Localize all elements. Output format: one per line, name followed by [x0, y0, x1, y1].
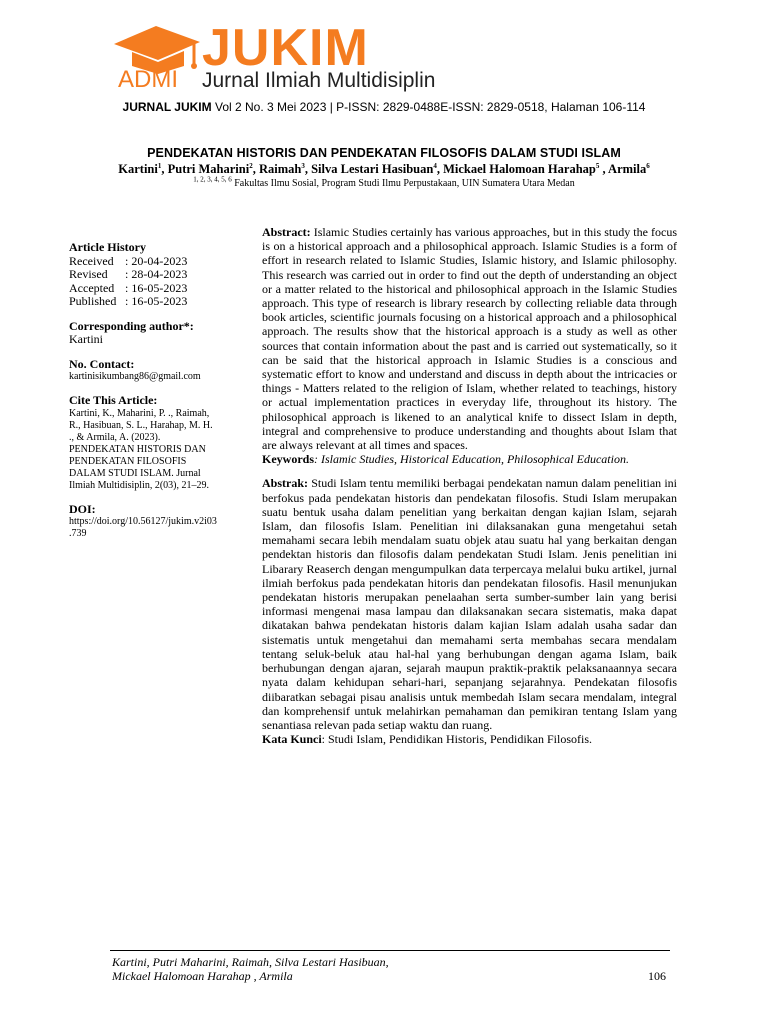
footer-authors — [112, 955, 389, 983]
history-row — [69, 268, 251, 282]
affiliation-sup: 1, 2, 3, 4, 5, 6 — [193, 175, 232, 184]
author-name: Armila — [608, 162, 647, 176]
author-list: Kartini$^1$, Putri Maharini$^2$, Raimah$^3$, Silva Lestari Hasibuan$^4$, Mickael Halomoan Harahap$^5$ , Armila$^6$ — [118, 161, 650, 176]
logo-admi-text: ADMI — [118, 66, 178, 93]
doi-link[interactable] — [69, 516, 251, 540]
abstract-en-label: Abstract: — [262, 225, 311, 239]
keywords-id-label: Kata Kunci — [262, 732, 322, 747]
citation-line: DALAM STUDI ISLAM. Jurnal — [69, 467, 201, 479]
keywords-id-values: : Studi Islam, Pendidikan Historis, Pendidikan Filosofis. — [321, 732, 593, 747]
keywords-english — [262, 452, 677, 466]
author-affil-sup: 4 — [433, 161, 437, 170]
issn-details: Vol 2 No. 3 Mei 2023 | P-ISSN: 2829-0488E-ISSN: 2829-0518, Halaman 106-114 — [211, 100, 646, 114]
journal-abbrev: JURNAL JUKIM — [122, 100, 212, 114]
corresponding-author: Kartini — [69, 332, 103, 346]
author-name: Putri Maharini — [167, 162, 250, 176]
citation-line: Kartini, K., Maharini, P. ., Raimah, — [69, 407, 210, 419]
cite-heading: Cite This Article: — [69, 393, 158, 407]
footer-authors-line1: Kartini, Putri Maharini, Raimah, Silva Lestari Hasibuan, — [112, 955, 389, 969]
author-affil-sup: 2 — [249, 161, 253, 170]
history-key: Accepted — [69, 280, 115, 295]
issn-line — [0, 100, 768, 114]
logo-jukim-text: JUKIM — [202, 19, 369, 77]
page-number: 106 — [648, 969, 666, 983]
keywords-indonesian — [262, 732, 677, 746]
corresponding-heading: Corresponding author*: — [69, 318, 194, 333]
author-affil-sup: 3 — [301, 161, 305, 170]
keywords-en-label: Keywords — [262, 452, 314, 467]
history-row — [69, 295, 251, 309]
article-info-sidebar — [69, 241, 251, 540]
abstract-column — [262, 225, 677, 746]
abstract-indonesian — [262, 476, 677, 732]
history-value: : 20-04-2023 — [125, 253, 188, 268]
author-name: Kartini — [118, 162, 158, 176]
author-affil-sup: 6 — [646, 161, 650, 170]
author-name: Silva Lestari Hasibuan — [311, 162, 434, 176]
affiliation — [0, 175, 768, 189]
citation-line: R., Hasibuan, S. L., Harahap, M. H. — [69, 419, 213, 431]
history-value: : 16-05-2023 — [125, 280, 188, 295]
keywords-en-values: : Islamic Studies, Historical Education, Philosophical Education. — [314, 452, 629, 467]
affiliation-text: Fakultas Ilmu Sosial, Program Studi Ilmu Perpustakaan, UIN Sumatera Utara Medan — [234, 178, 575, 189]
journal-logo — [110, 19, 530, 93]
history-row — [69, 282, 251, 296]
author-name: Raimah — [258, 162, 302, 176]
history-key: Received — [69, 253, 114, 268]
abstract-id-text: Studi Islam tentu memiliki berbagai pendekatan namun dalam penelitian ini berfokus pada pendekatan historis dan pendekatan filosofis. Studi Islam merupakan suatu bentuk usaha dalam penelitian yang berkaitan dengan kajian Islam, sejarah Islam, dan filosofis Islam. Penelitian ini dilaksanakan guna mengetahui setah memahami secara lebih mendalam suatu objek atau suatu hal yang berkaitan dengan pendektan historis dan filosofis dalam pendekatan Studi Islam. Jenis penelitian ini Libarary Reaserch dengan mengumpulkan data terpercaya melalui buku artikel, jurnal ilmiah berfokus pada pendekatan hitoris dan pendekatan filosofis. Hasil menunjukan pendekatan historis merupakan penelaahan serta sumber-sumber lain yang berisi informasi mengenai masa lampau dan dilaksanakan secara sistematis, maka dapat dikatakan bahwa pendekatan historis dalam kajian Islam adalah usaha sadar dan sistematis untuk mengetahui dan memahami serta membahas secara mendalam tentang seluk-beluk atau hal-hal yang berhubungan dengan agama Islam, baik berhubungan dengan ajaran, sejarah maupun praktik-praktik pelaksanaannya secara nyata dalam kehidupan sehari-hari, sepanjang sejarahnya. Pendekatan filosofis diibaratkan sebagai pisau analisis untuk membedah Islam secara mendalam, integral dan komprehensif untuk melahirkan pemahaman dan pemikiran tentang Islam yang senantiasa relevan pada setiap waktu dan ruang. — [262, 476, 677, 732]
contact-email[interactable]: kartinisikumbang86@gmail.com — [69, 371, 201, 382]
doi-line: https://doi.org/10.56127/jukim.v2i03 — [69, 516, 217, 527]
history-heading: Article History — [69, 240, 146, 254]
author-affil-sup: 5 — [595, 161, 600, 170]
history-value: : 28-04-2023 — [125, 267, 188, 281]
citation-text — [69, 408, 251, 492]
history-key: Published — [69, 294, 117, 308]
citation-line: Ilmiah Multidisiplin, 2(03), 21–29. — [69, 479, 209, 491]
history-list — [69, 255, 251, 309]
citation-line: PENDEKATAN HISTORIS DAN — [69, 443, 206, 455]
history-value: : 16-05-2023 — [125, 294, 188, 308]
history-key: Revised — [69, 267, 108, 281]
author-name: Mickael Halomoan Harahap — [443, 162, 596, 176]
doi-heading: DOI: — [69, 501, 96, 516]
citation-line: ., & Armila, A. (2023). — [69, 431, 161, 443]
footer-rule — [110, 950, 670, 951]
citation-line: PENDEKATAN FILOSOFIS — [69, 455, 187, 467]
logo-journal-name: Jurnal Ilmiah Multidisiplin — [202, 69, 436, 92]
author-affil-sup: 1 — [157, 161, 162, 170]
footer-authors-line2: Mickael Halomoan Harahap , Armila — [112, 969, 293, 983]
doi-line: .739 — [69, 528, 87, 539]
contact-heading: No. Contact: — [69, 356, 135, 371]
paper-title: PENDEKATAN HISTORIS DAN PENDEKATAN FILOSOFIS DALAM STUDI ISLAM — [147, 146, 621, 160]
abstract-id-label: Abstrak: — [262, 476, 309, 491]
abstract-english — [262, 225, 677, 452]
history-row — [69, 255, 251, 269]
abstract-en-text: Islamic Studies certainly has various approaches, but in this study the focus is on a historical approach and a philosophical approach. Islamic Studies is a form of effort in research related to Islamic Studies, Islamic history, and Islamic philosophy. This research was carried out in order to find out the depth of understanding an object or a matter related to the historical and philosophical approach in the Islamic Studies approach. This type of research is library research by collecting reliable data through book articles, scientific journals focusing on a historical approach and a philosophical approach. The results show that the historical approach is a study as well as other sources that contain information about the past and is carried out systematically, so it can be said that the historical approach in Islamic Studies is a conscious and systematic effort to know and understand and discuss in depth about the intricacies or things - Matters related to the religion of Islam, whether related to teachings, history or actual implementation practices in everyday life, throughout its history. The philosophical approach is likened to an analytical knife to dissect Islam in depth, integral and comprehensive to produce understanding and thoughts about Islam that are always relevant at all times and spaces. — [262, 225, 677, 453]
